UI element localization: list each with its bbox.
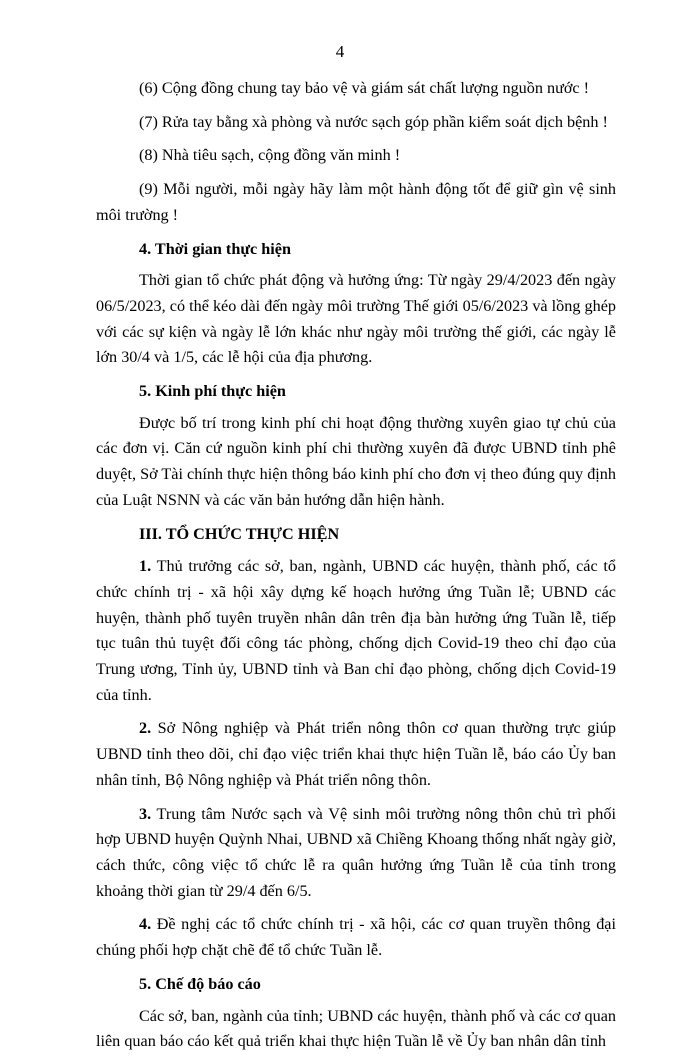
item-text: Đề nghị các tổ chức chính trị - xã hội, các cơ quan truyền thông đại chúng phối hợp chặt chẽ để tổ chức Tuần lễ.	[96, 915, 616, 960]
item-number: 4.	[139, 915, 152, 934]
part-3-item-4	[96, 912, 616, 963]
section-4-body: Thời gian tổ chức phát động và hưởng ứng: Từ ngày 29/4/2023 đến ngày 06/5/2023, có thể kéo dài đến ngày môi trường Thế giới 05/6/2023 và lồng ghép với các sự kiện và ngày lễ lớn khác như ngày môi trường thế giới, các ngày lễ lớn 30/4 và 1/5, các lễ hội của địa phương.	[96, 271, 616, 367]
part-3-item-1	[96, 554, 616, 708]
part-3-item-2	[96, 716, 616, 793]
item-text: Trung tâm Nước sạch và Vệ sinh môi trường nông thôn chủ trì phối hợp UBND huyện Quỳnh Nhai, UBND xã Chiềng Khoang thống nhất ngày giờ, cách thức, công việc tổ chức lễ ra quân hưởng ứng Tuần lễ của tỉnh trong khoảng thời gian từ 29/4 đến 6/5.	[96, 804, 616, 900]
page-number: 4	[335, 42, 345, 61]
section-5-heading: 5. Kinh phí thực hiện	[139, 382, 286, 401]
slogan-8: (8) Nhà tiêu sạch, cộng đồng văn minh !	[139, 146, 401, 165]
part-3-heading: III. TỔ CHỨC THỰC HIỆN	[139, 524, 340, 543]
item-number: 2.	[139, 719, 152, 738]
document-body	[96, 76, 616, 1063]
item-text: Sở Nông nghiệp và Phát triển nông thôn cơ quan thường trực giúp UBND tỉnh theo dõi, chỉ đạo việc triển khai thực hiện Tuần lễ, báo cáo Ủy ban nhân tỉnh, Bộ Nông nghiệp và Phát triển nông thôn.	[96, 719, 616, 789]
slogan-7: (7) Rửa tay bằng xà phòng và nước sạch góp phần kiểm soát dịch bệnh !	[139, 112, 608, 131]
item-number: 1.	[139, 557, 152, 576]
item-text: Thủ trưởng các sở, ban, ngành, UBND các huyện, thành phố, các tổ chức chính trị - xã hội xây dựng kế hoạch hưởng ứng Tuần lễ; UBND các huyện, thành phố tuyên truyền nhân dân trên địa bàn hưởng ứng Tuần lễ, tiếp tục tuân thủ tuyệt đối công tác phòng, chống dịch Covid-19 theo chỉ đạo của Trung ương, Tỉnh ủy, UBND tỉnh và Ban chỉ đạo phòng, chống dịch Covid-19 của tỉnh.	[96, 557, 616, 704]
reporting-body: Các sở, ban, ngành của tỉnh; UBND các huyện, thành phố và các cơ quan liên quan báo cáo kết quả triển khai thực hiện Tuần lễ về Ủy ban nhân dân tỉnh	[96, 1006, 616, 1051]
reporting-heading: 5. Chế độ báo cáo	[139, 974, 261, 993]
slogan-9: (9) Mỗi người, mỗi ngày hãy làm một hành động tốt để giữ gìn vệ sinh môi trường !	[96, 180, 616, 224]
part-3-item-3	[96, 802, 616, 905]
section-4-heading: 4. Thời gian thực hiện	[139, 239, 291, 258]
item-number: 3.	[139, 804, 152, 823]
section-5-body: Được bố trí trong kinh phí chi hoạt động thường xuyên giao tự chủ của các đơn vị. Căn cứ nguồn kinh phí chi thường xuyên đã được UBND tỉnh phê duyệt, Sở Tài chính thực hiện thông báo kinh phí cho đơn vị theo đúng quy định của Luật NSNN và các văn bản hướng dẫn hiện hành.	[96, 413, 616, 509]
slogan-6: (6) Cộng đồng chung tay bảo vệ và giám sát chất lượng nguồn nước !	[139, 79, 590, 97]
